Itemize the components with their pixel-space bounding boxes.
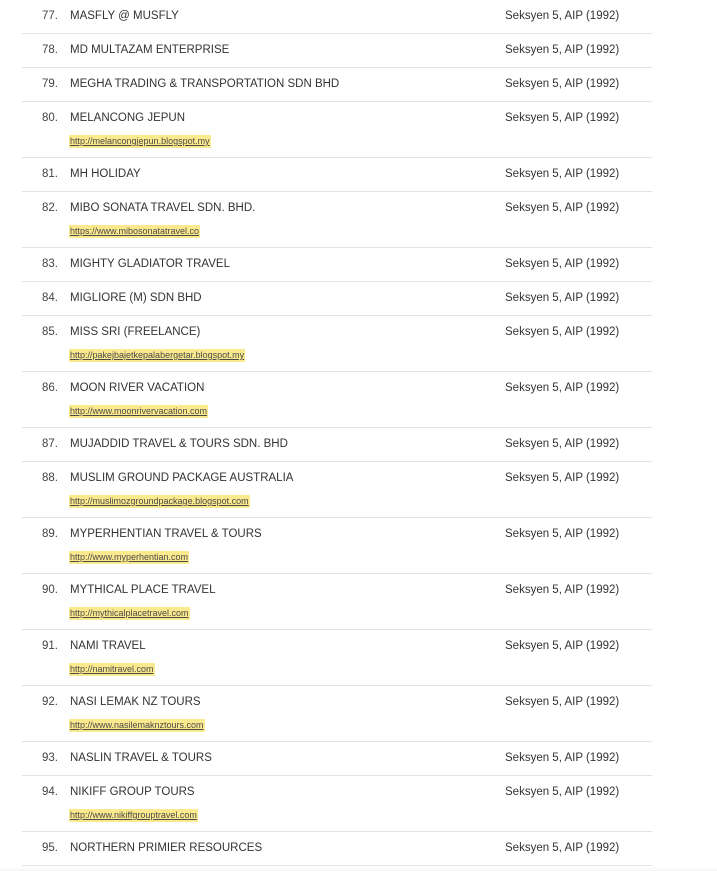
license-section: Seksyen 5, AIP (1992) (505, 258, 620, 270)
license-section: Seksyen 5, AIP (1992) (505, 752, 620, 764)
list-item (22, 518, 652, 574)
agency-name: MYTHICAL PLACE TRAVEL (70, 584, 216, 596)
license-section: Seksyen 5, AIP (1992) (505, 584, 620, 596)
list-item (22, 372, 652, 428)
agency-website-link[interactable]: https://www.mibosonatatravel.co (70, 226, 200, 236)
list-item (22, 282, 652, 316)
list-item (22, 428, 652, 462)
agency-website-link[interactable]: http://www.nasilemaknztours.com (70, 720, 204, 730)
item-number: 92. (42, 696, 58, 708)
license-section: Seksyen 5, AIP (1992) (505, 842, 620, 854)
agency-website-link[interactable]: http://www.myperhentian.com (70, 552, 189, 562)
agency-name: MASFLY @ MUSFLY (70, 10, 179, 22)
license-section: Seksyen 5, AIP (1992) (505, 202, 620, 214)
list-item (22, 776, 652, 832)
license-section: Seksyen 5, AIP (1992) (505, 438, 620, 450)
agency-name: MELANCONG JEPUN (70, 112, 186, 124)
item-number: 82. (42, 202, 58, 214)
list-item (22, 742, 652, 776)
list-item (22, 102, 652, 158)
agency-website-link[interactable]: http://namitravel.com (70, 664, 154, 674)
list-item (22, 34, 652, 68)
list-item (22, 832, 652, 866)
agency-website-link[interactable]: http://www.nikiffgrouptravel.com (70, 810, 197, 820)
agency-name: MUJADDID TRAVEL & TOURS SDN. BHD (70, 438, 288, 450)
agency-name: MIBO SONATA TRAVEL SDN. BHD. (70, 202, 256, 214)
agency-website-link[interactable]: http://melancongjepun.blogspot.my (70, 136, 210, 146)
license-section: Seksyen 5, AIP (1992) (505, 10, 620, 22)
list-item (22, 68, 652, 102)
agency-name: MH HOLIDAY (70, 168, 141, 180)
agency-name: MYPERHENTIAN TRAVEL & TOURS (70, 528, 262, 540)
item-number: 87. (42, 438, 58, 450)
agency-list (22, 0, 652, 866)
agency-website-link[interactable]: http://www.moonrivervacation.com (70, 406, 208, 416)
item-number: 81. (42, 168, 58, 180)
license-section: Seksyen 5, AIP (1992) (505, 292, 620, 304)
agency-name: NAMI TRAVEL (70, 640, 146, 652)
item-number: 90. (42, 584, 58, 596)
license-section: Seksyen 5, AIP (1992) (505, 528, 620, 540)
agency-name: MIGHTY GLADIATOR TRAVEL (70, 258, 230, 270)
agency-name: MOON RIVER VACATION (70, 382, 205, 394)
agency-name: NIKIFF GROUP TOURS (70, 786, 195, 798)
license-section: Seksyen 5, AIP (1992) (505, 78, 620, 90)
item-number: 88. (42, 472, 58, 484)
agency-website-link[interactable]: http://pakejbajetkepalabergetar.blogspot.my (70, 350, 245, 360)
agency-name: MD MULTAZAM ENTERPRISE (70, 44, 230, 56)
license-section: Seksyen 5, AIP (1992) (505, 326, 620, 338)
list-item (22, 158, 652, 192)
bottom-edge-shadow (0, 867, 717, 871)
agency-name: NASI LEMAK NZ TOURS (70, 696, 201, 708)
item-number: 94. (42, 786, 58, 798)
agency-name: MIGLIORE (M) SDN BHD (70, 292, 202, 304)
item-number: 89. (42, 528, 58, 540)
agency-name: MEGHA TRADING & TRANSPORTATION SDN BHD (70, 78, 340, 90)
item-number: 91. (42, 640, 58, 652)
item-number: 85. (42, 326, 58, 338)
license-section: Seksyen 5, AIP (1992) (505, 640, 620, 652)
license-section: Seksyen 5, AIP (1992) (505, 472, 620, 484)
list-item (22, 574, 652, 630)
item-number: 95. (42, 842, 58, 854)
item-number: 79. (42, 78, 58, 90)
license-section: Seksyen 5, AIP (1992) (505, 696, 620, 708)
agency-website-link[interactable]: http://mythicalplacetravel.com (70, 608, 189, 618)
license-section: Seksyen 5, AIP (1992) (505, 112, 620, 124)
license-section: Seksyen 5, AIP (1992) (505, 44, 620, 56)
license-section: Seksyen 5, AIP (1992) (505, 168, 620, 180)
list-item (22, 192, 652, 248)
agency-name: NORTHERN PRIMIER RESOURCES (70, 842, 263, 854)
list-item (22, 686, 652, 742)
item-number: 77. (42, 10, 58, 22)
list-item (22, 0, 652, 34)
agency-name: NASLIN TRAVEL & TOURS (70, 752, 212, 764)
license-section: Seksyen 5, AIP (1992) (505, 786, 620, 798)
list-item (22, 462, 652, 518)
item-number: 78. (42, 44, 58, 56)
list-item (22, 248, 652, 282)
list-item (22, 316, 652, 372)
list-item (22, 630, 652, 686)
item-number: 83. (42, 258, 58, 270)
item-number: 80. (42, 112, 58, 124)
license-section: Seksyen 5, AIP (1992) (505, 382, 620, 394)
agency-name: MISS SRI (FREELANCE) (70, 326, 201, 338)
item-number: 93. (42, 752, 58, 764)
agency-name: MUSLIM GROUND PACKAGE AUSTRALIA (70, 472, 294, 484)
agency-website-link[interactable]: http://muslimozgroundpackage.blogspot.com (70, 496, 249, 506)
item-number: 86. (42, 382, 58, 394)
item-number: 84. (42, 292, 58, 304)
